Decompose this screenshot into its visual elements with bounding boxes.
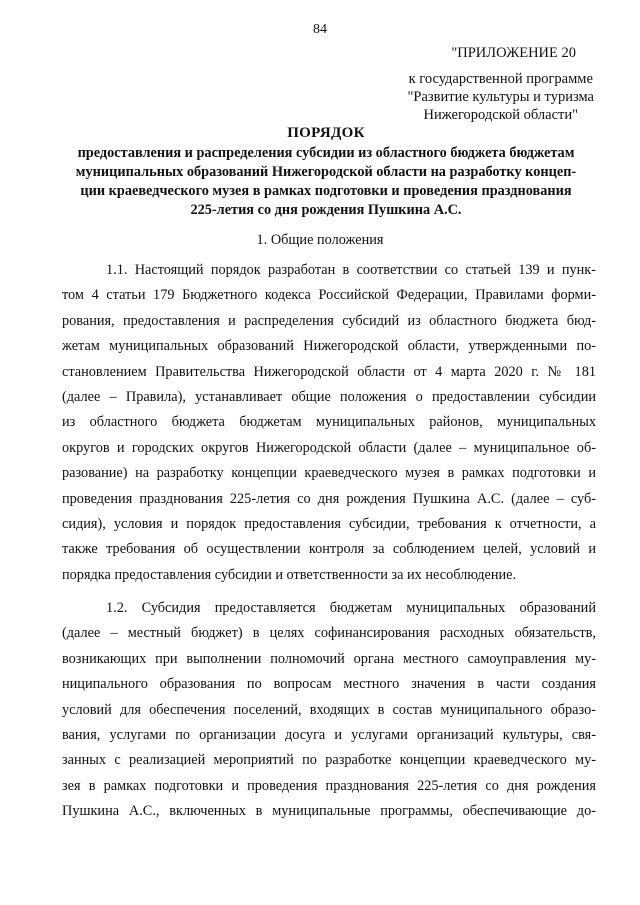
paragraph-line: (далее – местный бюджет) в целях софинансирования расходных обязательств,	[62, 625, 596, 642]
paragraph-line: округов и городских округов Нижегородской области (далее – муниципальное об-	[62, 439, 596, 456]
paragraph-line: ниципального образования по вопросам местного значения в части создания	[62, 676, 596, 693]
paragraph-line: (далее – Правила), устанавливает общие положения о предоставлении субсидии	[62, 389, 596, 406]
paragraph-line: порядка предоставления субсидии и ответственности за их несоблюдение.	[62, 566, 517, 583]
paragraph-line: жетам муниципальных образований Нижегородской области, утвержденными по-	[62, 338, 596, 355]
page-number: 84	[313, 22, 327, 37]
appendix-subtitle-line: к государственной программе	[408, 71, 593, 87]
appendix-subtitle	[408, 70, 595, 124]
paragraph-line: зея в рамках подготовки и проведения празднования 225-летия со дня рождения	[62, 777, 596, 794]
paragraph-1-1	[62, 258, 596, 588]
paragraph-line: также требования об осуществлении контроля за соблюдением целей, условий и	[62, 541, 596, 558]
document-title-line: 225-летия со дня рождения Пушкина А.С.	[190, 202, 462, 218]
paragraph-line: условий для обеспечения поселений, входящих в состав муниципального образо-	[62, 701, 596, 718]
paragraph-1-2	[62, 596, 596, 825]
paragraph-line: разование) на разработку концепции краеведческого музея в рамках подготовки и	[62, 465, 596, 482]
paragraph-line: сидия), условия и порядок предоставления субсидии, требования к отчетности, а	[62, 516, 596, 533]
paragraph-line: Пушкина А.С., включенных в муниципальные программы, обеспечивающие до-	[62, 803, 596, 820]
document-heading: ПОРЯДОК	[287, 125, 365, 141]
appendix-subtitle-line: Нижегородской области"	[423, 107, 579, 123]
document-title-line: ции краеведческого музея в рамках подготовки и проведения празднования	[80, 183, 572, 199]
appendix-title: "ПРИЛОЖЕНИЕ 20	[451, 45, 576, 61]
paragraph-line: рования, предоставления и распределения субсидий из областного бюджета бюд-	[62, 312, 596, 329]
paragraph-line: занных с реализацией мероприятий по разработке концепции краеведческого му-	[62, 752, 596, 769]
document-title-line: муниципальных образований Нижегородской области на разработку концеп-	[75, 164, 577, 180]
paragraph-line: из областного бюджета бюджетам муниципальных районов, муниципальных	[62, 414, 596, 431]
document-title	[62, 124, 590, 220]
paragraph-line: 1.2. Субсидия предоставляется бюджетам муниципальных образований	[106, 600, 596, 616]
paragraph-line: 1.1. Настоящий порядок разработан в соответствии со статьей 139 и пунк-	[106, 262, 596, 278]
paragraph-line: вания, услугами по организации досуга и услугами организаций культуры, свя-	[62, 727, 596, 744]
appendix-subtitle-line: "Развитие культуры и туризма	[407, 89, 594, 105]
paragraph-line: том 4 статьи 179 Бюджетного кодекса Российской Федерации, Правилами форми-	[62, 287, 596, 304]
document-title-line: предоставления и распределения субсидии из областного бюджета бюджетам	[77, 145, 575, 161]
section-heading: 1. Общие положения	[256, 232, 384, 248]
paragraph-line: возникающих при выполнении полномочий органа местного самоуправления му-	[62, 650, 596, 667]
paragraph-line: проведения празднования 225-летия со дня рождения Пушкина А.С. (далее – суб-	[62, 490, 596, 507]
paragraph-line: становлением Правительства Нижегородской области от 4 марта 2020 г. № 181	[62, 363, 596, 380]
